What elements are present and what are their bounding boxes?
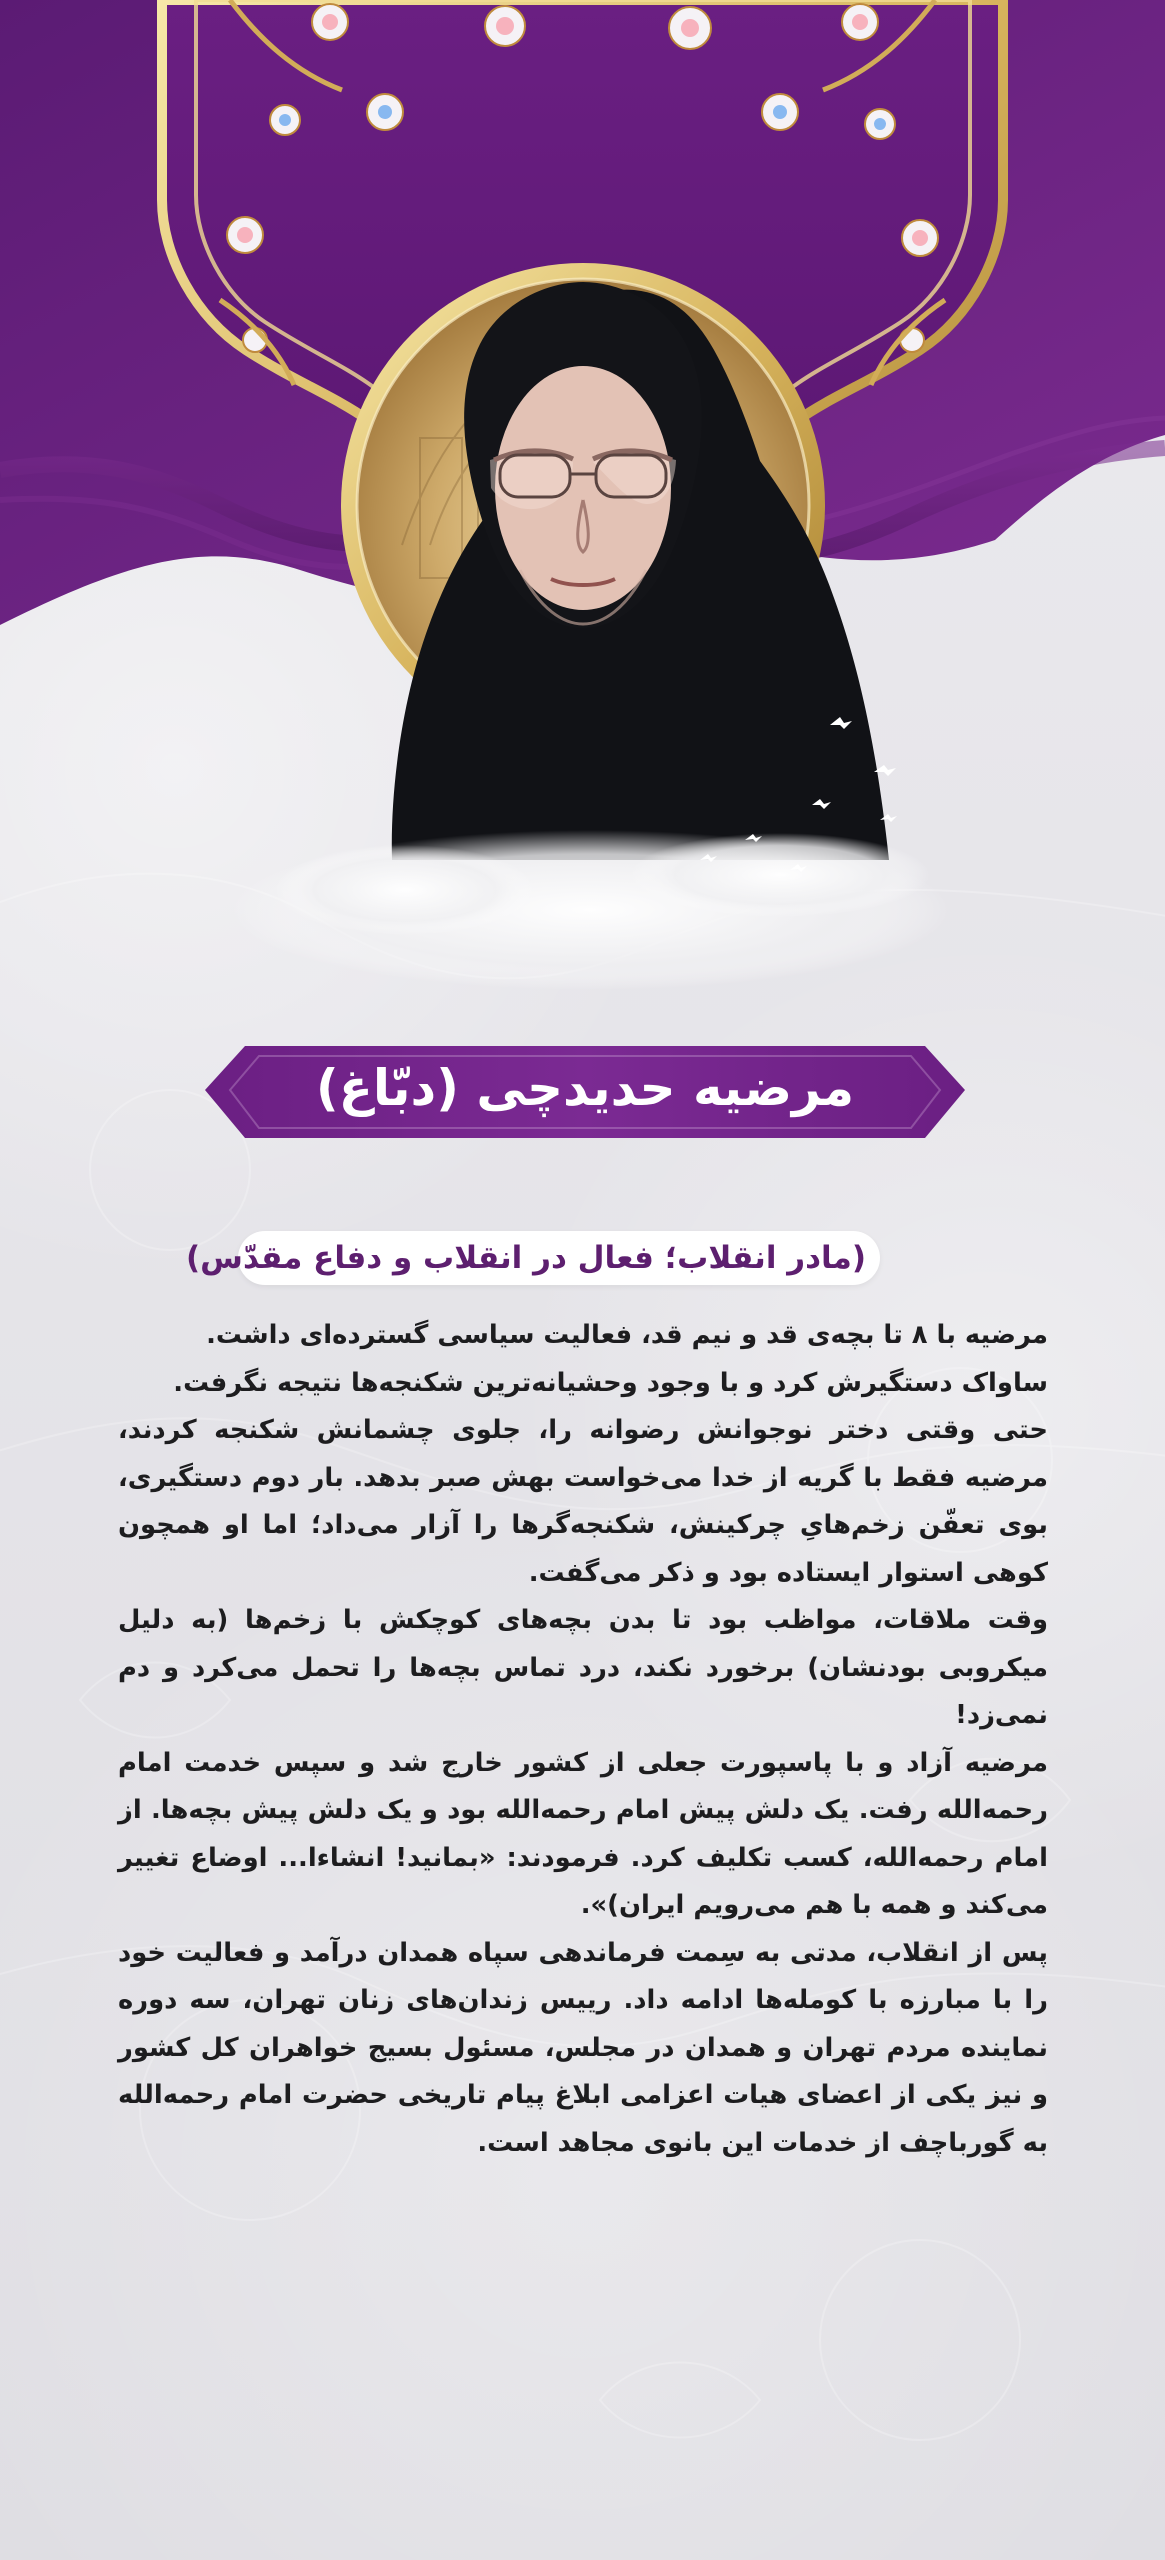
page-title: مرضیه حدیدچی (دبّاغ) [315, 1059, 855, 1117]
paragraph-4: وقت ملاقات، مواظب بود تا بدن بچه‌های کوچکش با زخم‌ها (به دلیل میکروبی بودنشان) برخورد نکند، درد تماس بچه‌ها را تحمل می‌کرد و دم نمی‌زد! [118, 1605, 1048, 1730]
biography-text [118, 1312, 1048, 2167]
paragraph-6: پس از انقلاب، مدتی به سِمت فرماندهی سپاه همدان درآمد و فعالیت خود را با مبارزه با کومله‌ها ادامه داد. رییس زندان‌های زنان تهران، سه دوره نماینده مردم تهران و همدان در مجلس، مسئول بسیج خواهران کل کشور و نیز یکی از اعضای هیات اعزامی ابلاغ پیام تاریخی حضرت امام رحمه‌الله به گورباچف از خدمات این بانوی مجاهد است. [118, 1937, 1048, 2158]
cloud-mist [0, 0, 1165, 1000]
paragraph-2: ساواک دستگیرش کرد و با وجود وحشیانه‌ترین شکنجه‌ها نتیجه نگرفت. [173, 1367, 1048, 1398]
paragraph-1: مرضیه با ۸ تا بچه‌ی قد و نیم قد، فعالیت سیاسی گسترده‌ای داشت. [206, 1320, 1048, 1350]
paragraph-3: حتی وقتی دختر نوجوانش رضوانه را، جلوی چشمانش شکنجه کردند، مرضیه فقط با گریه از خدا می‌خواست بهش صبر بدهد. بار دوم دستگیری، بوی تعفّن زخم‌هایِ چرکینش، شکنجه‌گرها را آزار می‌داد؛ اما او همچون کوهی استوار ایستاده بود و ذکر می‌گفت. [118, 1415, 1048, 1588]
paragraph-5: مرضیه آزاد و با پاسپورت جعلی از کشور خارج شد و سپس خدمت امام رحمه‌الله رفت. یک دلش پیش امام رحمه‌الله بود و یک دلش پیش بچه‌ها. از امام رحمه‌الله، کسب تکلیف کرد. فرمودند: «بمانید! انشاءا... اوضاع تغییر می‌کند و همه با هم می‌رویم ایران)». [118, 1747, 1048, 1920]
subtitle: (مادر انقلاب؛ فعال در انقلاب و دفاع مقدّس) [186, 1240, 866, 1276]
